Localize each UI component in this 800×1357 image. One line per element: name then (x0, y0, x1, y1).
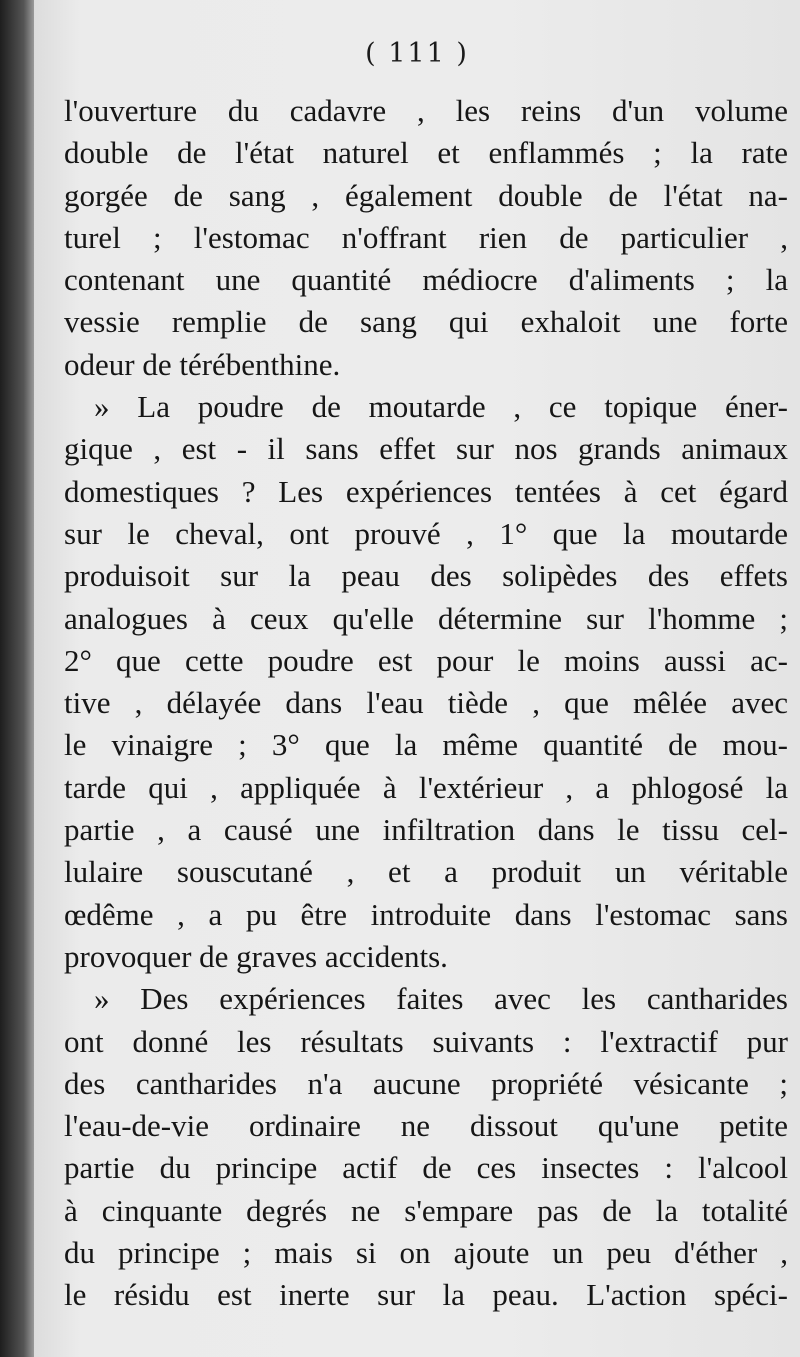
body-text (64, 90, 788, 1317)
text-line: vessie remplie de sang qui exhaloit une forte (64, 304, 788, 340)
text-line: 2° que cette poudre est pour le moins aussi ac- (64, 642, 788, 678)
text-line: œdême , a pu être introduite dans l'estomac sans (64, 896, 788, 932)
text-line: gorgée de sang , également double de l'état na- (64, 177, 788, 213)
text-line: des cantharides n'a aucune propriété vésicante ; (64, 1065, 788, 1101)
page-number: ( 111 ) (365, 38, 469, 69)
text-line: l'ouverture du cadavre , les reins d'un volume (64, 93, 788, 128)
text-line: double de l'état naturel et enflammés ; la rate (64, 135, 788, 171)
text-line: gique , est - il sans effet sur nos grands animaux (64, 431, 788, 467)
text-line: analogues à ceux qu'elle détermine sur l'homme ; (64, 600, 788, 636)
text-line: ont donné les résultats suivants : l'extractif pur (64, 1023, 788, 1059)
paragraph-start-line: » Des expériences faites avec les cantharides (94, 981, 788, 1017)
paragraph-end-line: odeur de térébenthine. (64, 346, 341, 382)
book-gutter-shadow (0, 0, 34, 1357)
paragraph-end-line: provoquer de graves accidents. (64, 938, 448, 974)
text-line: partie , a causé une infiltration dans le tissu cel- (64, 812, 788, 848)
text-line: domestiques ? Les expériences tentées à cet égard (64, 473, 788, 509)
text-line: tarde qui , appliquée à l'extérieur , a phlogosé la (64, 769, 788, 805)
text-line: turel ; l'estomac n'offrant rien de particulier , (64, 219, 788, 255)
text-line: sur le cheval, ont prouvé , 1° que la moutarde (64, 515, 788, 551)
text-line: du principe ; mais si on ajoute un peu d'éther , (64, 1235, 788, 1271)
text-line: lulaire souscutané , et a produit un véritable (64, 854, 788, 890)
text-line: le vinaigre ; 3° que la même quantité de mou- (64, 727, 788, 763)
paragraph-start-line: » La poudre de moutarde , ce topique éner- (94, 389, 788, 425)
text-line: tive , délayée dans l'eau tiède , que mêlée avec (64, 685, 788, 721)
text-line: produisoit sur la peau des solipèdes des effets (64, 558, 788, 594)
text-line: partie du principe actif de ces insectes : l'alcool (64, 1150, 788, 1186)
text-line: à cinquante degrés ne s'empare pas de la totalité (64, 1192, 788, 1228)
text-line: contenant une quantité médiocre d'aliments ; la (64, 262, 788, 298)
book-page (34, 0, 800, 1357)
text-line: l'eau-de-vie ordinaire ne dissout qu'une petite (64, 1108, 788, 1144)
text-line: le résidu est inerte sur la peau. L'action spéci- (64, 1277, 788, 1313)
